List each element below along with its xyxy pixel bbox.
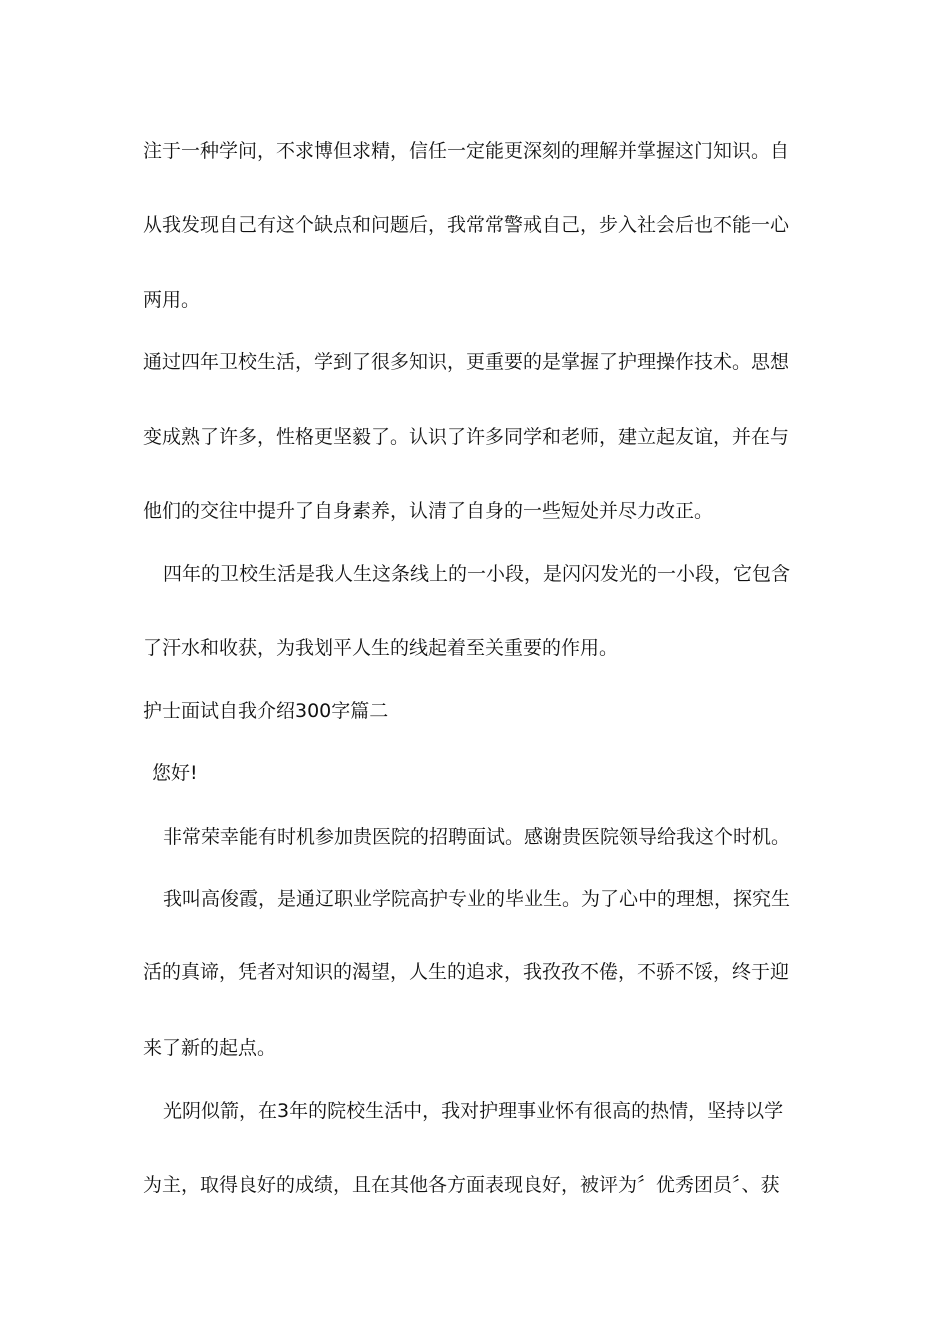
- paragraph-line: 来了新的起点。: [143, 1037, 277, 1059]
- paragraph-line: 他们的交往中提升了自身素养，认清了自身的一些短处并尽力改正。: [143, 500, 714, 522]
- paragraph-line: 变成熟了许多，性格更坚毅了。认识了许多同学和老师，建立起友谊，并在与: [143, 426, 790, 448]
- section-heading: 护士面试自我介绍300字篇二: [143, 700, 389, 722]
- paragraph-line: 光阴似箭，在3年的院校生活中，我对护理事业怀有很高的热情，坚持以学: [163, 1100, 784, 1122]
- paragraph-line: 活的真谛，凭者对知识的渴望，人生的追求，我孜孜不倦，不骄不馁，终于迎: [143, 961, 790, 983]
- paragraph-line: 从我发现自己有这个缺点和问题后，我常常警戒自己，步入社会后也不能一心: [143, 214, 790, 236]
- paragraph-line: 通过四年卫校生活，学到了很多知识，更重要的是掌握了护理操作技术。思想: [143, 351, 790, 373]
- paragraph-line: 我叫高俊霞，是通辽职业学院高护专业的毕业生。为了心中的理想，探究生: [163, 888, 791, 910]
- paragraph-line: 注于一种学问，不求博但求精，信任一定能更深刻的理解并掌握这门知识。自: [143, 140, 790, 162]
- paragraph-line: 非常荣幸能有时机参加贵医院的招聘面试。感谢贵医院领导给我这个时机。: [163, 826, 791, 848]
- paragraph-line: 两用。: [143, 289, 201, 311]
- paragraph-line: 了汗水和收获，为我划平人生的线起着至关重要的作用。: [143, 637, 619, 659]
- paragraph-line: 为主，取得良好的成绩，且在其他各方面表现良好，被评为〞优秀团员〞、获: [143, 1174, 780, 1196]
- paragraph-line: 四年的卫校生活是我人生这条线上的一小段，是闪闪发光的一小段，它包含: [163, 563, 791, 585]
- greeting-line: 您好!: [152, 762, 198, 784]
